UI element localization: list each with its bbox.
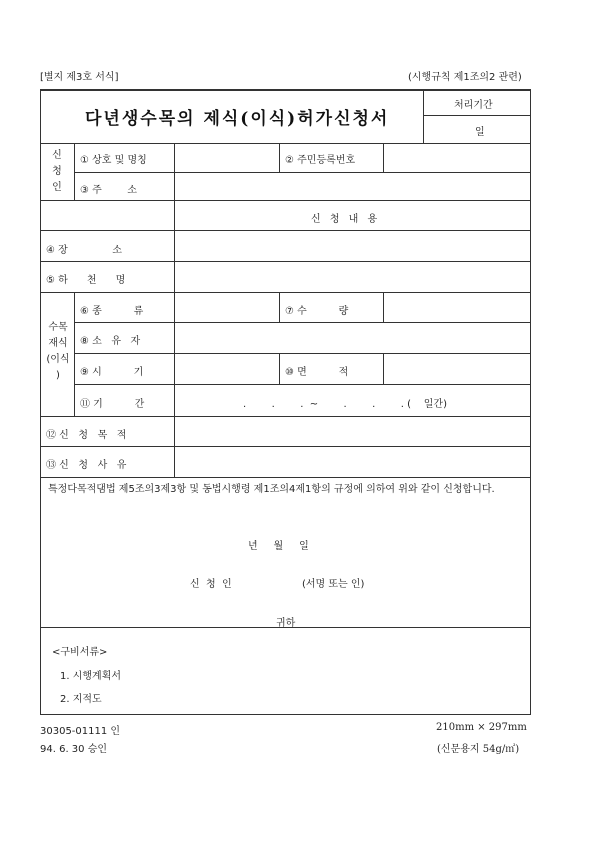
id-number-label: ② 주민등록번호 [285,155,356,166]
place-label: ④ 장 소 [46,245,122,256]
name-field[interactable] [176,145,277,170]
attachments-title: <구비서류> [52,647,108,658]
paper-size: 210mm × 297mm [436,722,527,733]
place-field[interactable] [176,232,528,259]
time-label: ⑨ 시 기 [80,367,144,378]
area-field[interactable] [385,355,528,382]
purpose-label: ⑫ 신 청 목 적 [46,430,127,441]
attachment-item: 1. 시행계획서 [60,671,122,682]
address-field[interactable] [176,174,528,198]
planting-group-label: 수목 재식 (이식 ) [46,322,70,381]
id-number-field[interactable] [385,145,528,170]
period-label: ⑪ 기 간 [80,399,145,410]
related-rule: (시행규칙 제1조의2 관련) [408,72,522,83]
address-label: ③ 주 소 [80,185,137,196]
name-label: ① 상호 및 명칭 [80,155,147,166]
owner-label: ⑧ 소 유 자 [80,336,141,347]
request-content-header: 신 청 내 용 [311,214,381,225]
processing-label: 처리기간 [454,100,493,111]
quantity-field[interactable] [385,294,528,320]
time-field[interactable] [176,355,277,382]
attachment-item: 2. 지적도 [60,694,102,705]
quantity-label: ⑦ 수 량 [285,306,349,317]
statement-text: 특정다목적댐법 제5조의3제3항 및 동법시행령 제1조의4제1항의 규정에 의하여 위와 같이 신청합니다. [48,484,495,495]
applicant-group-label: 신청인 [52,150,62,193]
stream-name-label: ⑤ 하 천 명 [46,275,126,286]
approval-date: 94. 6. 30 승인 [40,744,108,755]
period-value[interactable]: . . . ~ . . . ( 일간) [243,399,447,410]
signer-label: 신 청 인 [190,579,232,590]
signature-note[interactable]: (서명 또는 인) [302,579,365,590]
area-label: ⑩ 면 적 [285,367,349,378]
date-line[interactable]: 년 월 일 [248,541,309,552]
owner-field[interactable] [176,324,528,351]
form-code: 30305-01111 인 [40,726,121,737]
reason-label: ⑬ 신 청 사 유 [46,460,127,471]
stream-name-field[interactable] [176,263,528,290]
kind-label: ⑥ 종 류 [80,306,144,317]
kind-field[interactable] [176,294,277,320]
addressee: 귀하 [276,618,296,629]
form-title: 다년생수목의 제식(이식)허가신청서 [85,109,390,129]
form-number: [별지 제3호 서식] [40,72,119,83]
purpose-field[interactable] [176,418,528,444]
paper-type: (신문용지 54g/㎡) [437,744,520,755]
processing-value: 일 [475,127,485,138]
reason-field[interactable] [176,448,528,475]
